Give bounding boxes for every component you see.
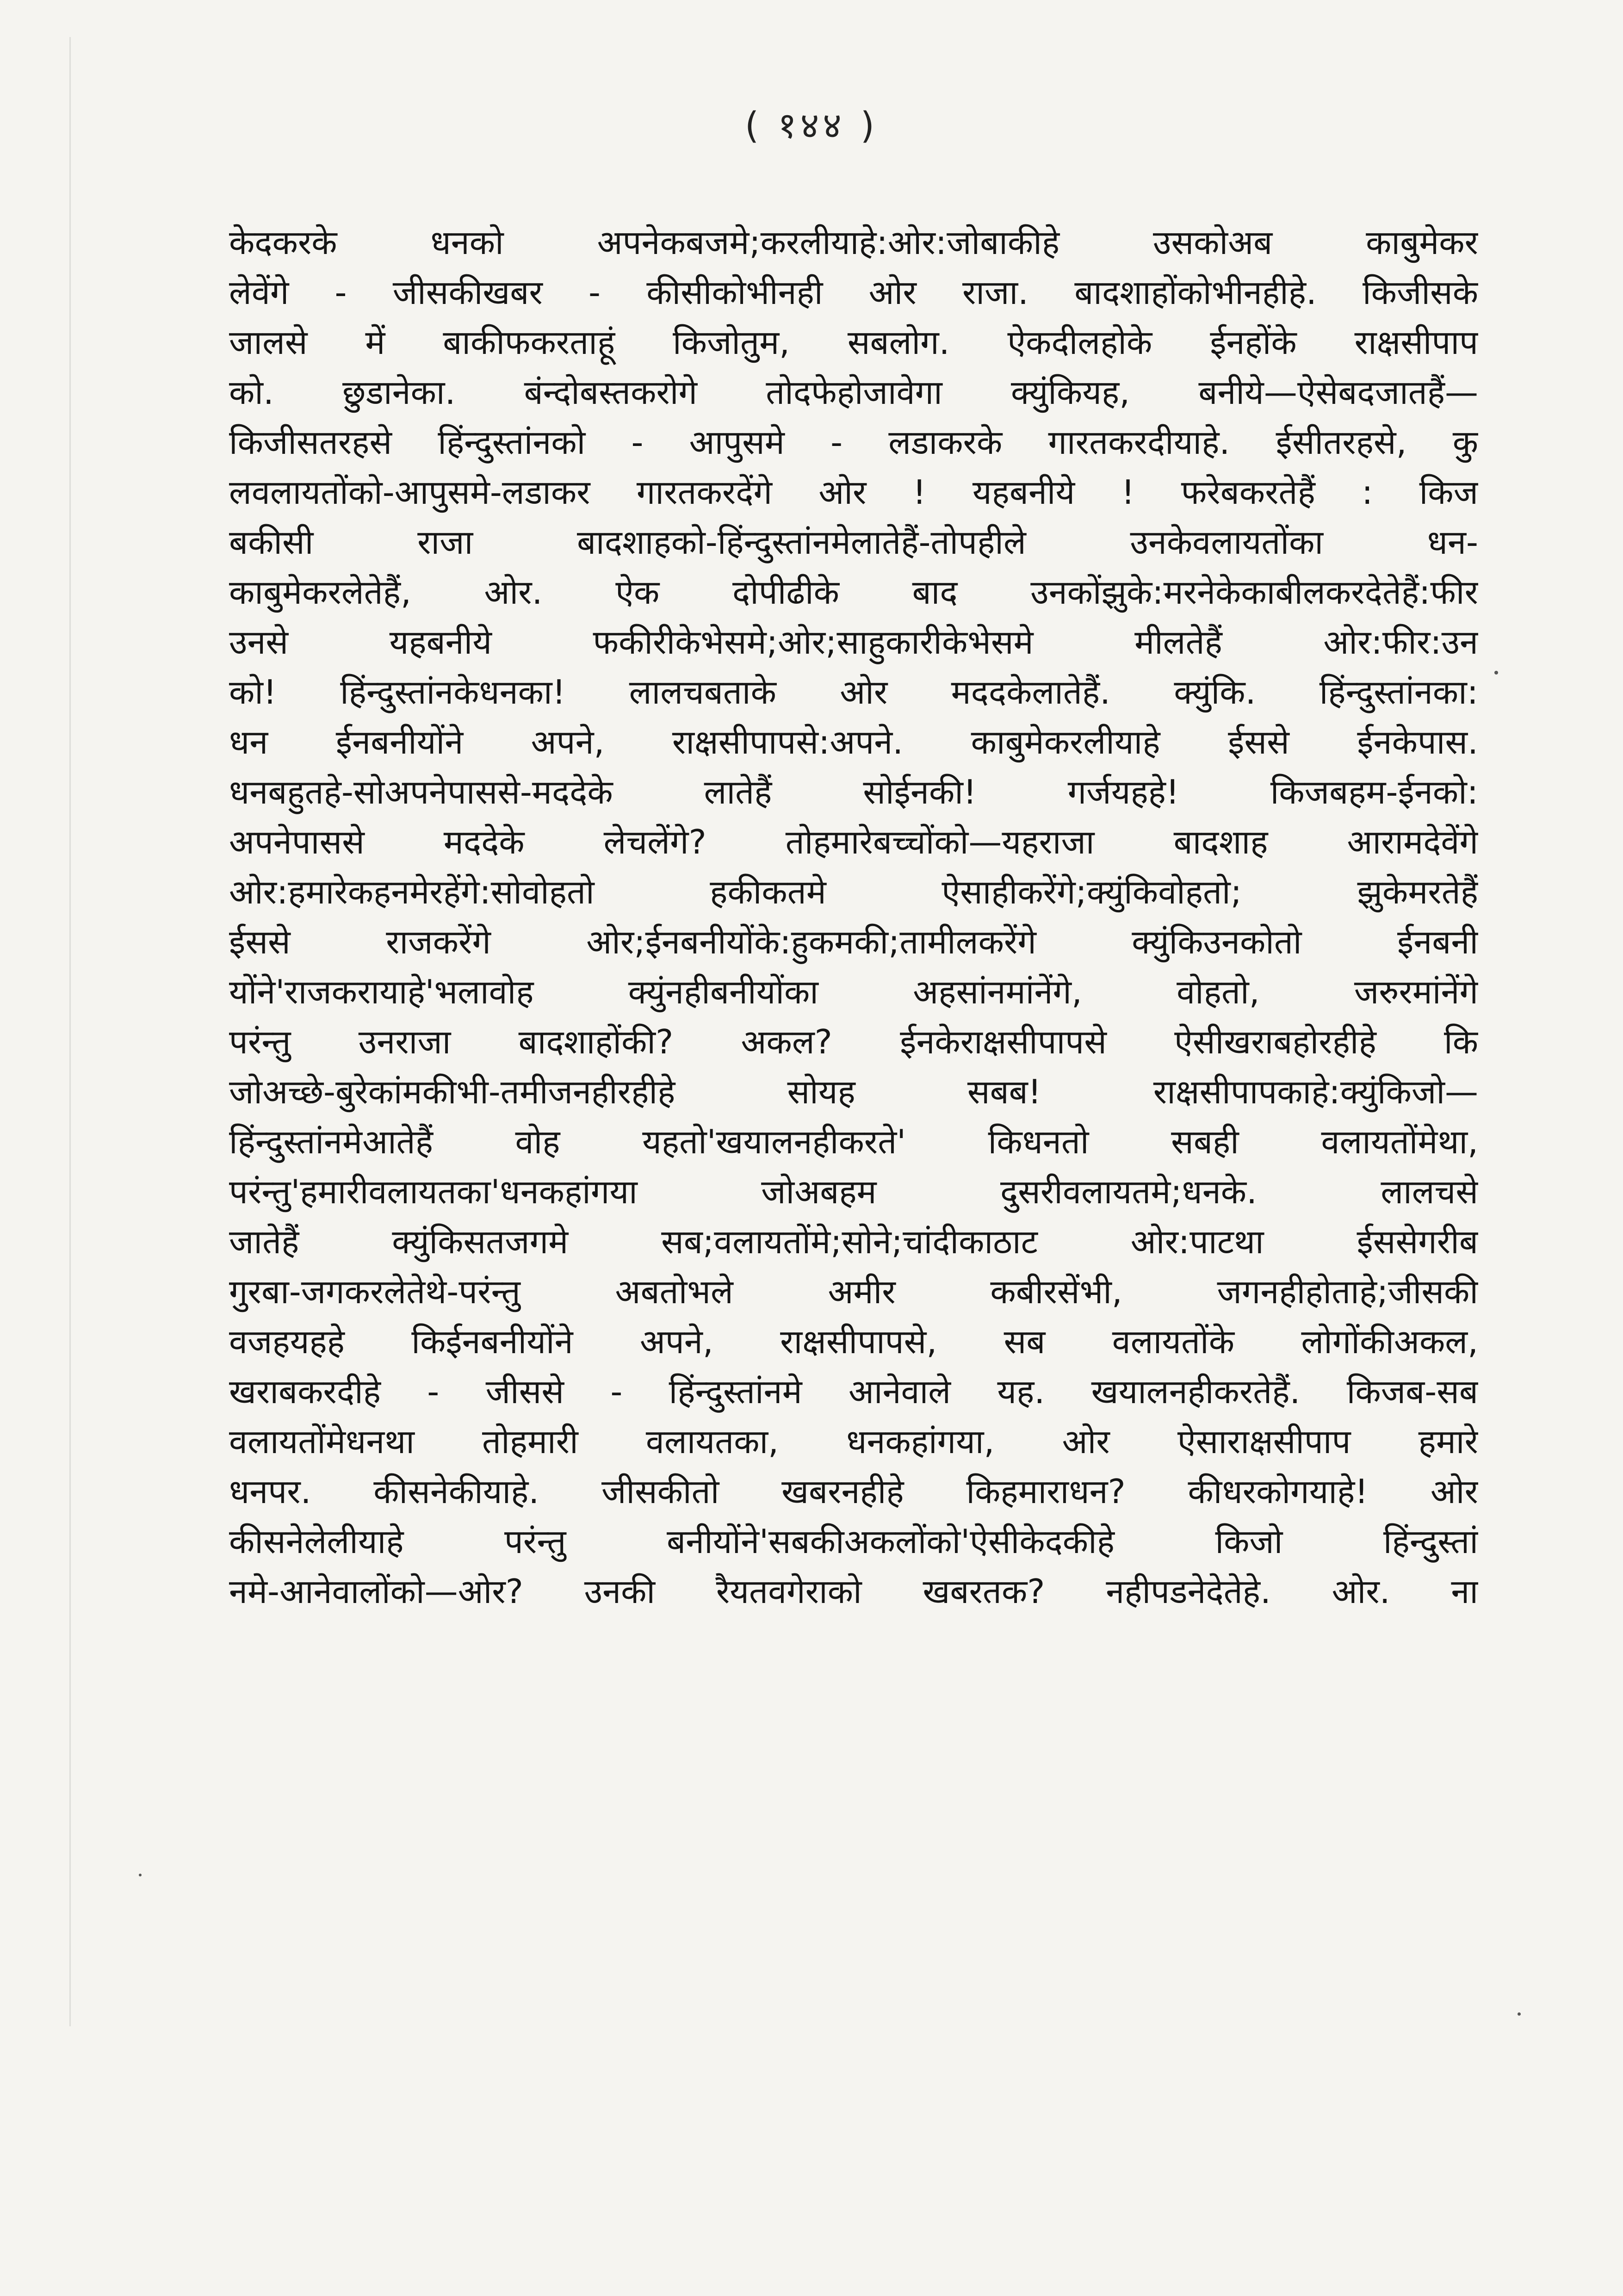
body-text (229, 217, 1478, 1616)
text-line: धन ईनबनीयोंने अपने, राक्षसीपापसे:अपने. काबुमेकरलीयाहे ईससे ईनकेपास. (229, 723, 1478, 761)
text-line: ओर:हमारेकहनमेरहेंगे:सोवोहतो हकीकतमे ऐसाहीकरेंगे;क्युंकिवोहतो; झुकेमरतेहैं (229, 873, 1478, 911)
text-line: अपनेपाससे मददेके लेचलेंगे? तोहमारेबच्चोंको—यहराजा बादशाह आरामदेवेंगे (229, 823, 1478, 861)
text-line: लेवेंगे - जीसकीखबर - कीसीकोभीनही ओर राजा. बादशाहोंकोभीनहीहे. किजीसके (229, 273, 1478, 312)
text-line: जालसे में बाकीफकरताहूं किजोतुम, सबलोग. ऐकदीलहोके ईनहोंके राक्षसीपाप (229, 323, 1478, 362)
margin-fold-line (69, 37, 71, 2026)
text-line: धनबहुतहे-सोअपनेपाससे-मददेके लातेहैं सोईनकी! गर्जयहहे! किजबहम-ईनको: (229, 773, 1478, 811)
scan-speck (1494, 671, 1498, 675)
text-line: काबुमेकरलेतेहैं, ओर. ऐक दोपीढीके बाद उनकोंझुके:मरनेकेकाबीलकरदेतेहैं:फीर (229, 573, 1478, 612)
text-line: को. छुडानेका. बंन्दोबस्तकरोगे तोदफेहोजावेगा क्युंकियह, बनीये—ऐसेबदजातहैं— (229, 373, 1478, 412)
text-line: बकीसी राजा बादशाहको-हिंन्दुस्तांनमेलातेहैं-तोपहीले उनकेवलायतोंका धन- (229, 523, 1478, 562)
text-line: को! हिंन्दुस्तांनकेधनका! लालचबताके ओर मददकेलातेहैं. क्युंकि. हिंन्दुस्तांनका: (229, 673, 1478, 712)
text-line: जोअच्छे-बुरेकांमकीभी-तमीजनहीरहीहे सोयह सबब! राक्षसीपापकाहे:क्युंकिजो— (229, 1072, 1478, 1111)
text-line: जातेहैं क्युंकिसतजगमे सब;वलायतोंमे;सोने;चांदीकाठाट ओर:पाटथा ईससेगरीब (229, 1222, 1478, 1261)
text-line: ईससे राजकरेंगे ओर;ईनबनीयोंके:हुकमकी;तामीलकरेंगे क्युंकिउनकोतो ईनबनी (229, 922, 1478, 961)
text-line: किजीसतरहसे हिंन्दुस्तांनको - आपुसमे - लडाकरके गारतकरदीयाहे. ईसीतरहसे, कु (229, 423, 1478, 462)
text-line: नमे-आनेवालोंको—ओर? उनकी रैयतवगेराको खबरतक? नहीपडनेदेतेहे. ओर. ना (229, 1572, 1478, 1611)
page-number: ( १४४ ) (744, 105, 879, 147)
text-line: केदकरके धनको अपनेकबजमे;करलीयाहे:ओर:जोबाकीहे उसकोअब काबुमेकर (229, 223, 1478, 262)
text-line: वजहयहहे किईनबनीयोंने अपने, राक्षसीपापसे, सब वलायतोंके लोगोंकीअकल, (229, 1322, 1478, 1361)
text-line: धनपर. कीसनेकीयाहे. जीसकीतो खबरनहीहे किहमाराधन? कीधरकोगयाहे! ओर (229, 1472, 1478, 1511)
text-line: योंने'राजकरायाहे'भलावोह क्युंनहीबनीयोंका अहसांनमांनेंगे, वोहतो, जरुरमांनेंगे (229, 972, 1478, 1011)
scan-speck (1518, 2012, 1521, 2016)
text-line: लवलायतोंको-आपुसमे-लडाकर गारतकरदेंगे ओर ! यहबनीये ! फरेबकरतेहैं : किज (229, 473, 1478, 512)
text-line: उनसे यहबनीये फकीरीकेभेसमे;ओर;साहुकारीकेभेसमे मीलतेहैं ओर:फीर:उन (229, 623, 1478, 662)
text-line: परंन्तु'हमारीवलायतका'धनकहांगया जोअबहम दुसरीवलायतमे;धनके. लालचसे (229, 1172, 1478, 1211)
text-line: गुरबा-जगकरलेतेथे-परंन्तु अबतोभले अमीर कबीरसेंभी, जगनहीहोताहे;जीसकी (229, 1272, 1478, 1311)
text-line: वलायतोंमेधनथा तोहमारी वलायतका, धनकहांगया, ओर ऐसाराक्षसीपाप हमारे (229, 1422, 1478, 1461)
text-line: खराबकरदीहे - जीससे - हिंन्दुस्तांनमे आनेवाले यह. खयालनहीकरतेहैं. किजब-सब (229, 1372, 1478, 1411)
text-line: कीसनेलेलीयाहे परंन्तु बनीयोंने'सबकीअकलोंको'ऐसीकेदकीहे किजो हिंन्दुस्तां (229, 1522, 1478, 1561)
scan-speck (139, 1874, 142, 1876)
text-line: परंन्तु उनराजा बादशाहोंकी? अकल? ईनकेराक्षसीपापसे ऐसीखराबहोरहीहे कि (229, 1022, 1478, 1061)
text-line: हिंन्दुस्तांनमेआतेहैं वोह यहतो'खयालनहीकरते' किधनतो सबही वलायतोंमेथा, (229, 1122, 1478, 1161)
